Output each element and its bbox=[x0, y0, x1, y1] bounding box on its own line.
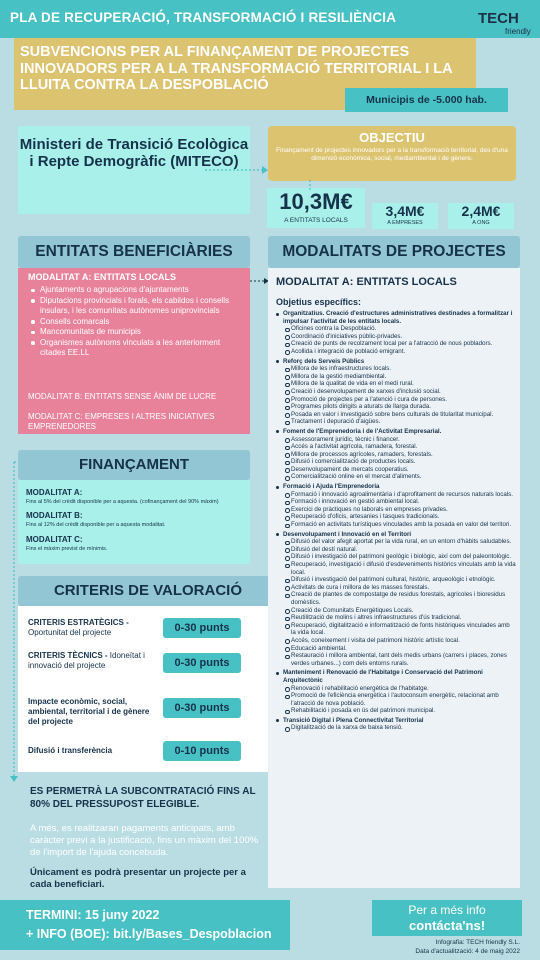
list-item: Coordinació d'iniciatives públic-privades. bbox=[283, 333, 516, 341]
entitats-heading: ENTITATS BENEFICIÀRIES bbox=[18, 236, 250, 268]
objectiu-group bbox=[276, 310, 516, 356]
termini-text: TERMINI: 15 juny 2022 bbox=[26, 908, 160, 922]
criteri-bold: Difusió i transferència bbox=[28, 746, 113, 755]
objectiu-group-head: Organitzatius. Creació d'estructures administratives destinades a formalitzar i impulsar l'activitat de les entitats locals. bbox=[283, 310, 513, 325]
boe-link[interactable]: + INFO (BOE): bit.ly/Bases_Despoblacion bbox=[26, 927, 272, 941]
list-item: Promoció de projectes per a l'atenció i cura de persones. bbox=[283, 396, 516, 404]
objectiu-sublist bbox=[283, 325, 516, 355]
list-item: Restauració i millora ambiental, tant dels medis urbans (carrers i places, zones verdes urbanes...) com dels entorns rurals. bbox=[283, 652, 516, 667]
amount-value: 3,4M€ bbox=[385, 203, 425, 219]
list-item: Formació i innovació en gestió ambiental local. bbox=[283, 498, 516, 506]
fin-modalitat-b: MODALITAT B: bbox=[26, 511, 83, 520]
contact-button[interactable]: contácta'ns! bbox=[408, 918, 486, 933]
financament-heading: FINANÇAMENT bbox=[18, 450, 250, 480]
modalitat-b-label: MODALITAT B: ENTITATS SENSE ÀNIM DE LUCRE bbox=[28, 392, 217, 401]
points-badge: 0-30 punts bbox=[163, 653, 241, 673]
objectiu-sublist bbox=[283, 436, 516, 482]
list-item: Organismes autònoms vinculats a les anteriorment citades EE.LL bbox=[30, 338, 245, 359]
criteri-tecnic bbox=[28, 651, 168, 671]
list-item: Diputacions provincials i forals, els cabildos i consells insulars, i les comunitats autònomes uniprovincials bbox=[30, 296, 245, 317]
list-item: Exercici de pràctiques no laborals en empreses privades. bbox=[283, 506, 516, 514]
list-item: Accés a l'activitat agrícola, ramadera, forestal. bbox=[283, 443, 516, 451]
criteris-heading: CRITERIS DE VALORACIÓ bbox=[18, 576, 278, 606]
criteri-bold: CRITERIS TÈCNICS - bbox=[28, 651, 108, 660]
list-item: Formació en activitats turístiques vinculades amb la posada en valor del territori. bbox=[283, 521, 516, 529]
objectiu-text: Finançament de projectes innovadors per a la transformació territorial, des d'una dimensió econòmica, social, mediambiental i de gènere. bbox=[276, 147, 508, 162]
list-item: Recuperació, digitalització e informatització de fonts històriques vinculades amb la vida local. bbox=[283, 622, 516, 637]
techfriendly-logo: TECH bbox=[478, 10, 519, 27]
criteri-impacte bbox=[28, 697, 158, 727]
objectiu-group-head: Manteniment i Renovació de l'Habitatge i Conservació del Patrimoni Arquitectònic bbox=[283, 669, 483, 684]
list-item: Reutilització de molins i altres infraestructures d'ús tradicional. bbox=[283, 614, 516, 622]
credits bbox=[330, 939, 520, 956]
amount-label: A ENTITATS LOCALS bbox=[284, 217, 348, 224]
list-item: Formació i innovació agroalimentària i d'aprofitament de recursos naturals locals. bbox=[283, 491, 516, 499]
points-badge: 0-30 punts bbox=[163, 618, 241, 638]
fin-modalitat-a: MODALITAT A: bbox=[26, 488, 83, 497]
modalitats-subtitle: MODALITAT A: ENTITATS LOCALS bbox=[276, 276, 457, 288]
objectiu-group bbox=[276, 428, 516, 481]
objectiu-sublist bbox=[283, 365, 516, 426]
criteri-difusio bbox=[28, 746, 168, 756]
list-item: Difusió del destí natural. bbox=[283, 546, 516, 554]
points-badge: 0-10 punts bbox=[163, 741, 241, 761]
list-item: Oficines contra la Despoblació. bbox=[283, 325, 516, 333]
credit-line: Data d'actualització: 4 de maig 2022 bbox=[415, 947, 520, 955]
list-item: Mancomunitats de municipis bbox=[30, 327, 245, 338]
criteri-bold: Impacte econòmic, social, ambiental, territorial i de gènere del projecte bbox=[28, 697, 150, 726]
objectiu-group-head: Reforç dels Serveis Públics bbox=[283, 357, 365, 365]
list-item: Acollida i integració de població emigrant. bbox=[283, 348, 516, 356]
fin-modalitat-a-text: Fins al 5% del crèdit disponible per a aquesta. (cofinançament del 90% màxim) bbox=[26, 499, 219, 505]
list-item: Assessorament jurídic, tècnic i financer. bbox=[283, 436, 516, 444]
criteri-rest: Idoneïtat i innovació del projecte bbox=[28, 651, 145, 670]
contact-line1: Per a més info bbox=[408, 903, 486, 917]
list-item: Digitalització de la xarxa de baixa tensió. bbox=[283, 724, 516, 732]
objectiu-group-head: Foment de l'Emprenedoria i de l'Activitat Empresarial. bbox=[283, 427, 442, 435]
list-item: Rehabilitació i posada en ús del patrimoni municipal. bbox=[283, 707, 516, 715]
list-item: Millora de la qualitat de vida en el medi rural. bbox=[283, 380, 516, 388]
modalitat-a-label: MODALITAT A: ENTITATS LOCALS bbox=[28, 272, 176, 282]
points-badge: 0-30 punts bbox=[163, 698, 241, 718]
credit-line: Infografia: TECH friendly S.L. bbox=[435, 939, 520, 946]
objectiu-group bbox=[276, 358, 516, 426]
list-item: Difusió del valor afegit aportat per la vida rural, en un entorn d'hàbits saludables. bbox=[283, 538, 516, 546]
amount-value: 2,4M€ bbox=[461, 203, 501, 219]
fin-modalitat-b-text: Fins al 12% del crèdit disponible per a aquesta modalitat. bbox=[26, 522, 166, 528]
list-item: Difusió i investigació del patrimoni geològic i biològic, així com del paleontològic. bbox=[283, 553, 516, 561]
objectiu-group-head: Formació i Ajuda l'Emprenedoria bbox=[283, 483, 380, 491]
list-item: Promoció de l'eficiència energètica i l'autoconsum energètic, relacionat amb l'atracció de nova població. bbox=[283, 692, 516, 707]
list-item: Activitats de cura i millora de les masses forestals. bbox=[283, 584, 516, 592]
objectiu-sublist bbox=[283, 685, 516, 715]
criteri-rest: Oportunitat del projecte bbox=[28, 628, 112, 637]
list-item: Creació de punts de recolzament local per a l'atracció de nous pobladors. bbox=[283, 340, 516, 348]
subcontractacio-title: ES PERMETRÀ LA SUBCONTRATACIÓ FINS AL 80% DEL PRESSUPOST ELEGIBLE. bbox=[30, 786, 256, 810]
list-item: Millora de les infraestructures locals. bbox=[283, 365, 516, 373]
objectiu-group-head: Transició Digital i Plena Connectivitat Territorial bbox=[283, 716, 424, 724]
list-item: Renovació i rehabilitació energètica de l'habitatge. bbox=[283, 685, 516, 693]
objectiu-title: OBJECTIU bbox=[359, 130, 425, 145]
objectiu-group bbox=[276, 669, 516, 715]
objectiu-sublist bbox=[283, 538, 516, 667]
list-item: Difusió i investigació del patrimoni cultural, històric, arqueològic i etnològic. bbox=[283, 576, 516, 584]
subcontractacio-text: A més, es realitzaran pagaments anticipats, amb caràcter previ a la justificació, fins un màxim del 100% de l'import de l'ajuda concebuda. bbox=[30, 823, 259, 858]
list-item: Tractament i depuració d'aigües. bbox=[283, 418, 516, 426]
list-item: Creació de plantes de compostatge de residus forestals, agrícoles i bioresidus domèstics. bbox=[283, 591, 516, 606]
entitats-list bbox=[30, 285, 245, 359]
list-item: Ajuntaments o agrupacions d'ajuntaments bbox=[30, 285, 245, 296]
list-item: Educació ambiental. bbox=[283, 645, 516, 653]
criteri-bold: CRITERIS ESTRATÈGICS - bbox=[28, 618, 129, 627]
list-item: Difusió i comercialització de productes locals. bbox=[283, 458, 516, 466]
ministry-name: Ministeri de Transició Ecològica i Repte Demogràfic (MITECO) bbox=[19, 136, 249, 170]
subcontractacio-note: Únicament es podrà presentar un projecte per a cada beneficiari. bbox=[30, 867, 246, 890]
objectiu-sublist bbox=[283, 491, 516, 529]
list-item: Consells comarcals bbox=[30, 317, 245, 328]
amount-label: A EMPRESES bbox=[387, 220, 423, 226]
list-item: Recuperació d'oficis, artesanies i tasques tradicionals. bbox=[283, 513, 516, 521]
objectiu-group-head: Desenvolupament i Innovació en el Territori bbox=[283, 530, 412, 538]
list-item: Desenvolupament de mercats cooperatius. bbox=[283, 466, 516, 474]
modalitats-heading: MODALITATS DE PROJECTES bbox=[268, 236, 520, 268]
municipis-badge: Municipis de -5.000 hab. bbox=[345, 88, 508, 112]
list-item: Millora de processos agrícoles, ramaders, forestals. bbox=[283, 451, 516, 459]
fin-modalitat-c-text: Fins el màxim previst de mínimis. bbox=[26, 546, 108, 552]
list-item: Creació i desenvolupament de xarxes d'inclusió social. bbox=[283, 388, 516, 396]
main-title: SUBVENCIONS PER AL FINANÇAMENT DE PROJECTES INNOVADORS PER A LA TRANSFORMACIÓ TERRITORIAL I LA LLUITA CONTRA LA DESPOBLACIÓ bbox=[20, 44, 453, 93]
amount-value: 10,3M€ bbox=[279, 189, 353, 214]
criteri-estrategic bbox=[28, 618, 168, 638]
list-item: Millora de la gestió mediambiental. bbox=[283, 373, 516, 381]
objectiu-sublist bbox=[283, 724, 516, 732]
objectiu-group bbox=[276, 483, 516, 529]
objectiu-group bbox=[276, 717, 516, 732]
list-item: Accés, coneixement i visita del patrimoni històric artístic local. bbox=[283, 637, 516, 645]
objectius-list bbox=[276, 310, 516, 734]
list-item: Creació de Comunitats Energètiques Locals. bbox=[283, 607, 516, 615]
list-item: Programes pilots dirigits a aturats de llarga durada. bbox=[283, 403, 516, 411]
list-item: Recuperació, investigació i difusió d'esdeveniments històrics vinculats amb la vida local. bbox=[283, 561, 516, 576]
list-item: Posada en valor i investigació sobre bens culturals de titularitat municipal. bbox=[283, 411, 516, 419]
plan-title: PLA DE RECUPERACIÓ, TRANSFORMACIÓ I RESILIÈNCIA bbox=[10, 10, 397, 25]
modalitat-c-label: MODALITAT C: EMPRESES I ALTRES INICIATIVES EMPRENEDORES bbox=[28, 412, 215, 431]
amount-label: A ONG bbox=[472, 220, 490, 226]
logo-subtitle: friendly bbox=[505, 27, 531, 36]
fin-modalitat-c: MODALITAT C: bbox=[26, 535, 83, 544]
objectius-label: Objetius específics: bbox=[276, 297, 362, 307]
objectiu-group bbox=[276, 531, 516, 668]
list-item: Comercialització online en el mercat d'aliments. bbox=[283, 473, 516, 481]
